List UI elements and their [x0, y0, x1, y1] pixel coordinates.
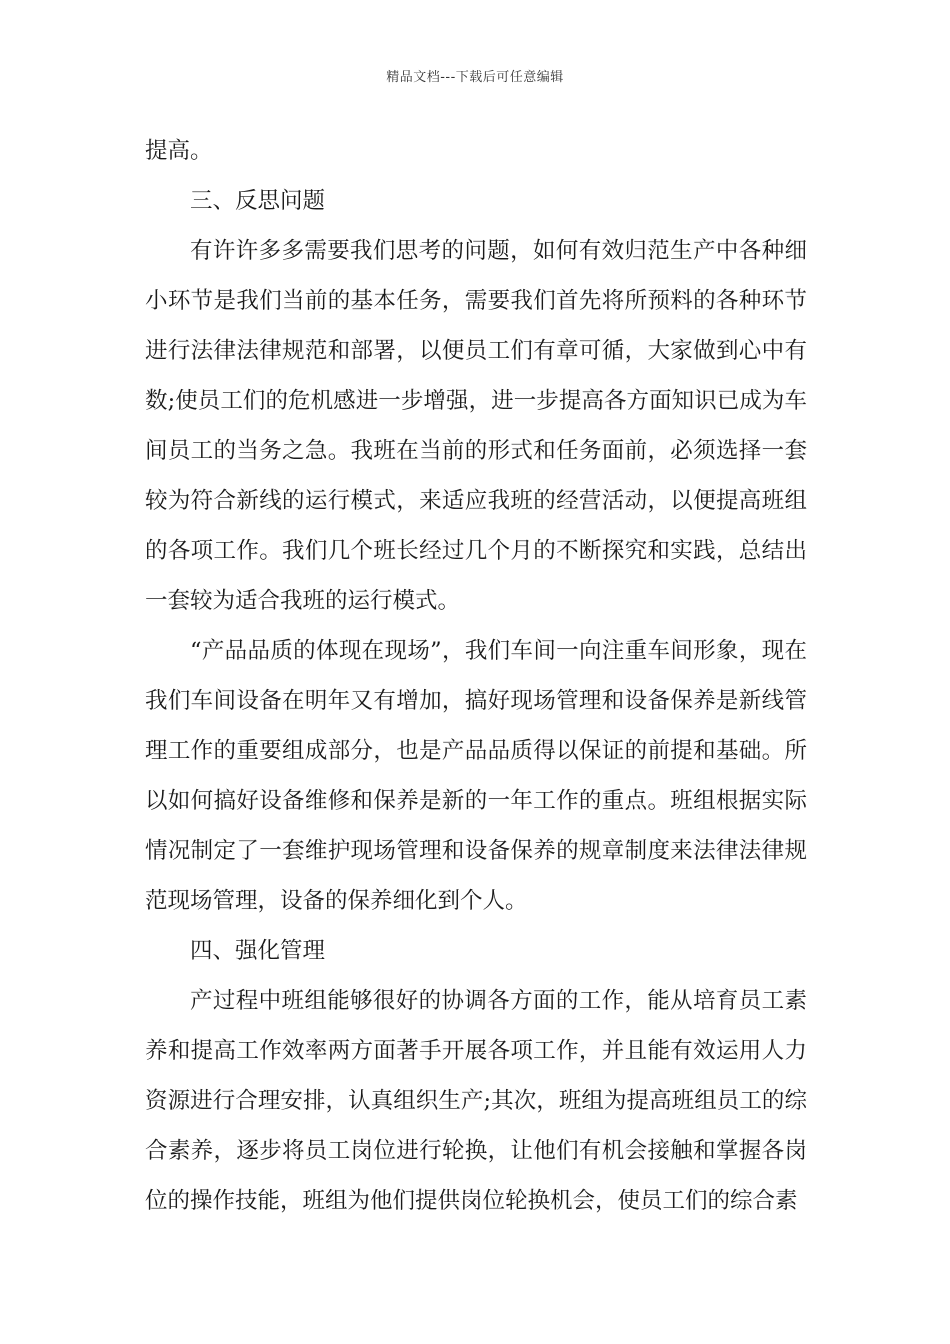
paragraph: 产过程中班组能够很好的协调各方面的工作，能从培育员工素养和提高工作效率两方面著手开展各项工作，并且能有效运用人力资源进行合理安排，认真组织生产;其次，班组为提高班组员工的综合素养，逐步将员工岗位进行轮换，让他们有机会接触和掌握各岗位的操作技能，班组为他们提供岗位轮换机会，使员工们的综合素 — [145, 988, 807, 1214]
paragraph: “产品品质的体现在现场”，我们车间一向注重车间形象，现在我们车间设备在明年又有增加，搞好现场管理和设备保养是新线管理工作的重要组成部分，也是产品品质得以保证的前提和基础。所以如何搞好设备维修和保养是新的一年工作的重点。班组根据实际情况制定了一套维护现场管理和设备保养的规章制度来法律法律规范现场管理，设备的保养细化到个人。 — [145, 638, 807, 914]
section-heading-3: 三、反思问题 — [190, 188, 326, 214]
paragraph-continuation: 提高。 — [145, 138, 213, 164]
document-body — [145, 126, 807, 1226]
section-heading-4: 四、强化管理 — [190, 938, 326, 964]
paragraph: 有许许多多需要我们思考的问题，如何有效归范生产中各种细小环节是我们当前的基本任务，需要我们首先将所预料的各种环节进行法律法律规范和部署，以便员工们有章可循，大家做到心中有数;使员工们的危机感进一步增强，进一步提高各方面知识已成为车间员工的当务之急。我班在当前的形式和任务面前，必须选择一套较为符合新线的运行模式，来适应我班的经营活动，以便提高班组的各项工作。我们几个班长经过几个月的不断探究和实践，总结出一套较为适合我班的运行模式。 — [145, 238, 807, 614]
page-header: 精品文档---下载后可任意编辑 — [386, 70, 564, 85]
